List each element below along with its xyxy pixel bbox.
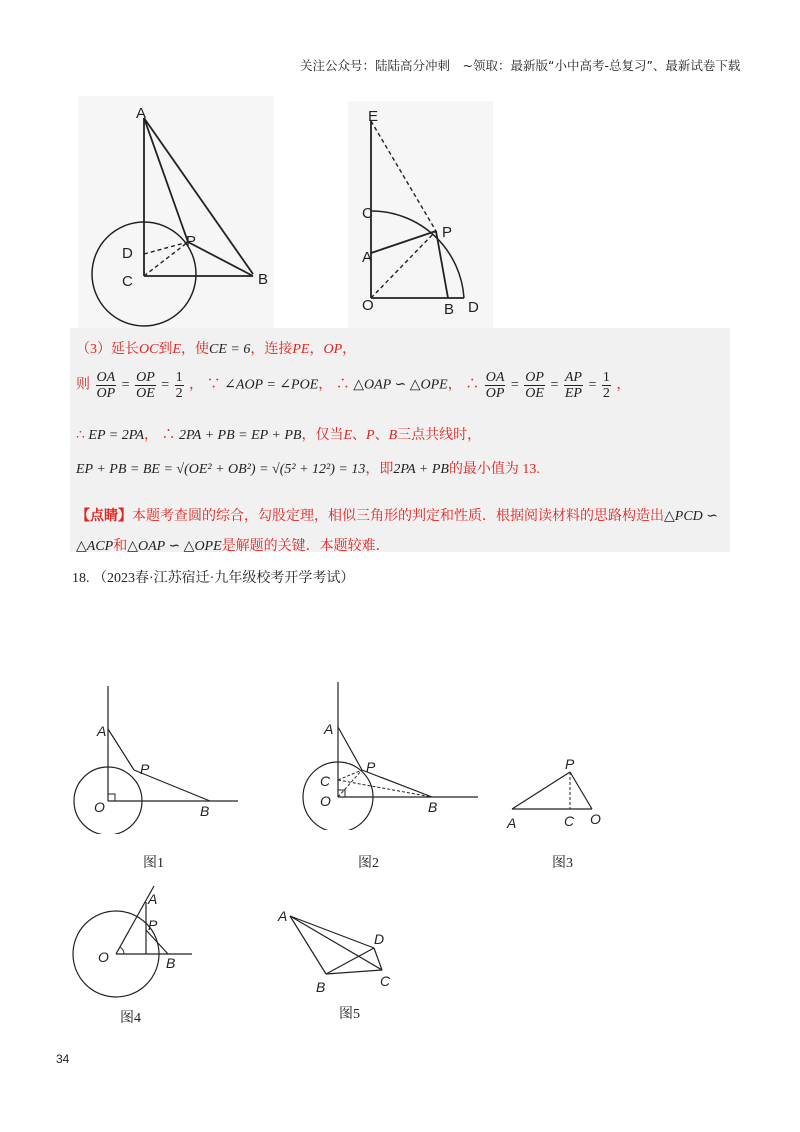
text: ， [189, 377, 204, 393]
math: 2PA + PB = EP + PB [179, 428, 302, 443]
page-header: 关注公众号：陆陆高分冲刺 ~领取：最新版“小中高考-总复习”、最新试卷下载 [300, 58, 741, 73]
fraction: $\frac{AP}{EP}$ [564, 370, 582, 401]
fig-label: B [200, 803, 210, 819]
fig-label: O [94, 799, 105, 815]
fraction: $\frac{OA}{OP}$ [96, 370, 116, 401]
text: ，仅当 [301, 428, 344, 443]
text: ，即 [365, 462, 394, 477]
math: B [388, 428, 398, 443]
fig-label: A [278, 908, 288, 924]
text: 则 [76, 377, 90, 393]
math: △ACP [76, 539, 114, 554]
figure-2-caption: 图2 [358, 856, 379, 871]
fig-label: A [136, 105, 147, 122]
fig-label: A [362, 249, 373, 266]
comment-line-2 [76, 535, 390, 555]
fig-label: O [98, 949, 109, 965]
math: E [343, 428, 353, 443]
math: = [161, 377, 170, 393]
fig-label: P [186, 233, 197, 250]
top-figure-right [348, 101, 493, 329]
text: ∵ [206, 377, 221, 393]
text: 的最小值为 13. [448, 462, 540, 477]
fig-label: B [316, 979, 326, 995]
math: △PCD ∽ [664, 509, 718, 524]
math: OP [323, 342, 343, 357]
solution-line-4 [76, 458, 540, 478]
figure-5-caption: 图5 [339, 1007, 360, 1022]
math: △OAP ∽ △OPE [127, 539, 222, 554]
question-number: 18. [72, 571, 90, 586]
text: ∴ [161, 428, 176, 443]
math: EP + PB = BE = √(OE² + OB²) = √(5² + 12²) = 13 [76, 462, 366, 477]
question-header [72, 567, 354, 587]
text: ∴ [335, 377, 350, 393]
fraction: $\frac{OP}{OE}$ [525, 370, 544, 401]
top-figure-left [78, 96, 274, 328]
math: = [510, 377, 519, 393]
fig-label: D [374, 931, 385, 947]
text: ， [616, 377, 631, 393]
text: 和 [113, 539, 128, 554]
math: ∠AOP = ∠POE [224, 377, 319, 393]
fig-label: A [97, 723, 107, 739]
figure-3-caption: 图3 [552, 856, 573, 871]
fig-label: C [122, 273, 133, 290]
fraction: $\frac{OA}{OP}$ [485, 370, 505, 401]
math: = [121, 377, 130, 393]
text: ，使 [181, 342, 210, 357]
fig-label: C [380, 973, 391, 989]
fig-label: B [166, 955, 176, 971]
fig-label: E [368, 108, 379, 125]
text: ， [447, 377, 462, 393]
fig-label: B [428, 799, 438, 815]
solution-line-1 [76, 338, 356, 358]
figure-1-caption: 图1 [143, 856, 164, 871]
solution-line-3 [76, 424, 481, 444]
fig-label: A [148, 891, 158, 907]
fig-label: O [320, 793, 331, 809]
math: EP = 2PA [88, 428, 145, 443]
text: 到 [158, 342, 173, 357]
fig-label: P [148, 917, 158, 933]
fig-label: C [362, 205, 373, 222]
text: ， [342, 342, 357, 357]
question-source: （2023春·江苏宿迁·九年级校考开学考试） [93, 571, 355, 586]
fig-label: P [442, 224, 453, 241]
math: = [588, 377, 597, 393]
text: 、 [352, 428, 367, 443]
text: ， [318, 377, 333, 393]
math: OC [139, 342, 159, 357]
page-number: 34 [56, 1052, 70, 1066]
math: P [366, 428, 375, 443]
fig-label: O [590, 811, 601, 827]
figure-2 [292, 680, 482, 830]
figure-4-caption: 图4 [120, 1011, 141, 1026]
figure-1 [70, 684, 240, 834]
fig-label: B [444, 301, 455, 318]
fig-label: A [507, 815, 517, 831]
text: 三点共线时， [397, 428, 482, 443]
fig-label: C [320, 773, 331, 789]
text: 本题考查圆的综合，勾股定理，相似三角形的判定和性质．根据阅读材料的思路构造出 [132, 509, 664, 524]
fraction: $\frac{1}{2}$ [602, 370, 610, 401]
math: E [172, 342, 182, 357]
math: 2PA + PB [393, 462, 449, 477]
comment-line-1 [76, 505, 718, 525]
figure-4 [70, 880, 200, 1010]
math: = [550, 377, 559, 393]
fig-label: C [564, 813, 575, 829]
text: 是解题的关键．本题较难． [221, 539, 390, 554]
fig-label: P [140, 761, 150, 777]
text: ，连接 [250, 342, 293, 357]
fig-label: D [122, 245, 133, 262]
solution-line-2 [76, 370, 630, 401]
fraction: $\frac{OP}{OE}$ [136, 370, 155, 401]
text: ， [144, 428, 159, 443]
text: ∴ [76, 428, 85, 443]
fraction: $\frac{1}{2}$ [175, 370, 183, 401]
text: ， [309, 342, 324, 357]
text: （3）延长 [76, 342, 139, 357]
figure-3 [500, 754, 610, 834]
fig-label: O [362, 297, 374, 314]
math: △OAP ∽ △OPE [353, 377, 448, 393]
fig-label: P [565, 756, 575, 772]
fig-label: P [366, 759, 376, 775]
text: ∴ [465, 377, 480, 393]
fig-label: A [324, 721, 334, 737]
math: PE [292, 342, 310, 357]
comment-tag: 【点睛】 [76, 509, 132, 524]
fig-label: B [258, 271, 269, 288]
fig-label: D [468, 299, 479, 316]
figure-5 [274, 906, 404, 996]
text: 、 [374, 428, 389, 443]
math: CE = 6 [209, 342, 251, 357]
